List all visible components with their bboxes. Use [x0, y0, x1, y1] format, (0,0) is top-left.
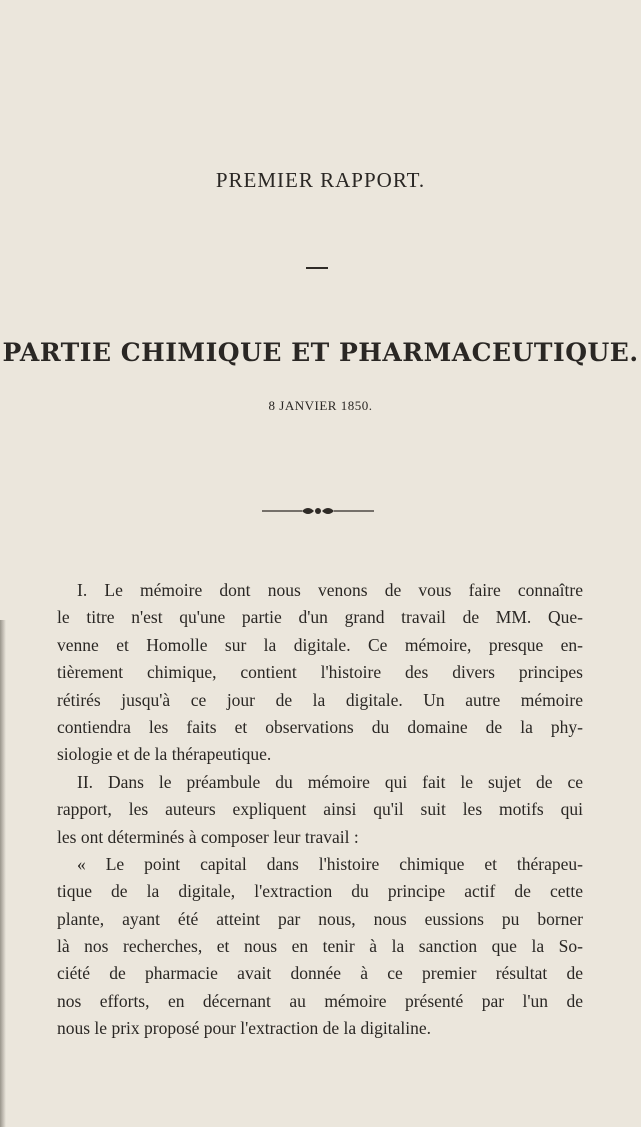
paragraph: [57, 769, 583, 851]
text-line: là nos recherches, et nous en tenir à la sanction que la So-: [57, 936, 583, 957]
ornament-divider-icon: [262, 503, 374, 519]
body-text: [57, 577, 583, 1043]
running-title: PREMIER RAPPORT.: [215, 168, 426, 192]
text-line: contiendra les faits et observations du domaine de la phy-: [57, 716, 583, 737]
text-line: tièrement chimique, contient l'histoire des divers principes: [57, 662, 583, 683]
text-line: tique de la digitale, l'extraction du principe actif de cette: [57, 881, 583, 902]
text-line: les ont déterminés à composer leur travail :: [57, 826, 359, 847]
paragraph: [57, 577, 583, 769]
text-line: rétirés jusqu'à ce jour de la digitale. Un autre mémoire: [57, 689, 583, 710]
section-date: 8 JANVIER 1850.: [268, 398, 373, 413]
text-line: « Le point capital dans l'histoire chimique et thérapeu-: [77, 853, 583, 874]
text-line: siologie et de la thérapeutique.: [57, 744, 272, 765]
text-line: rapport, les auteurs expliquent ainsi qu'il suit les motifs qui: [57, 799, 583, 820]
text-line: II. Dans le préambule du mémoire qui fait le sujet de ce: [77, 771, 583, 792]
text-line: nos efforts, en décernant au mémoire présenté par l'un de: [57, 990, 583, 1011]
text-line: le titre n'est qu'une partie d'un grand travail de MM. Que-: [57, 607, 583, 628]
paragraph: [57, 851, 583, 1043]
short-rule: [306, 267, 328, 269]
text-line: venne et Homolle sur la digitale. Ce mémoire, presque en-: [57, 634, 583, 655]
section-title: PARTIE CHIMIQUE ET PHARMACEUTIQUE.: [2, 338, 639, 367]
text-line: nous le prix proposé pour l'extraction de la digitaline.: [57, 1018, 431, 1039]
text-line: plante, ayant été atteint par nous, nous eussions pu borner: [57, 908, 583, 929]
text-line: ciété de pharmacie avait donnée à ce premier résultat de: [57, 963, 583, 984]
text-line: I. Le mémoire dont nous venons de vous faire connaître: [77, 580, 583, 600]
page-edge-shadow: [0, 620, 6, 1127]
